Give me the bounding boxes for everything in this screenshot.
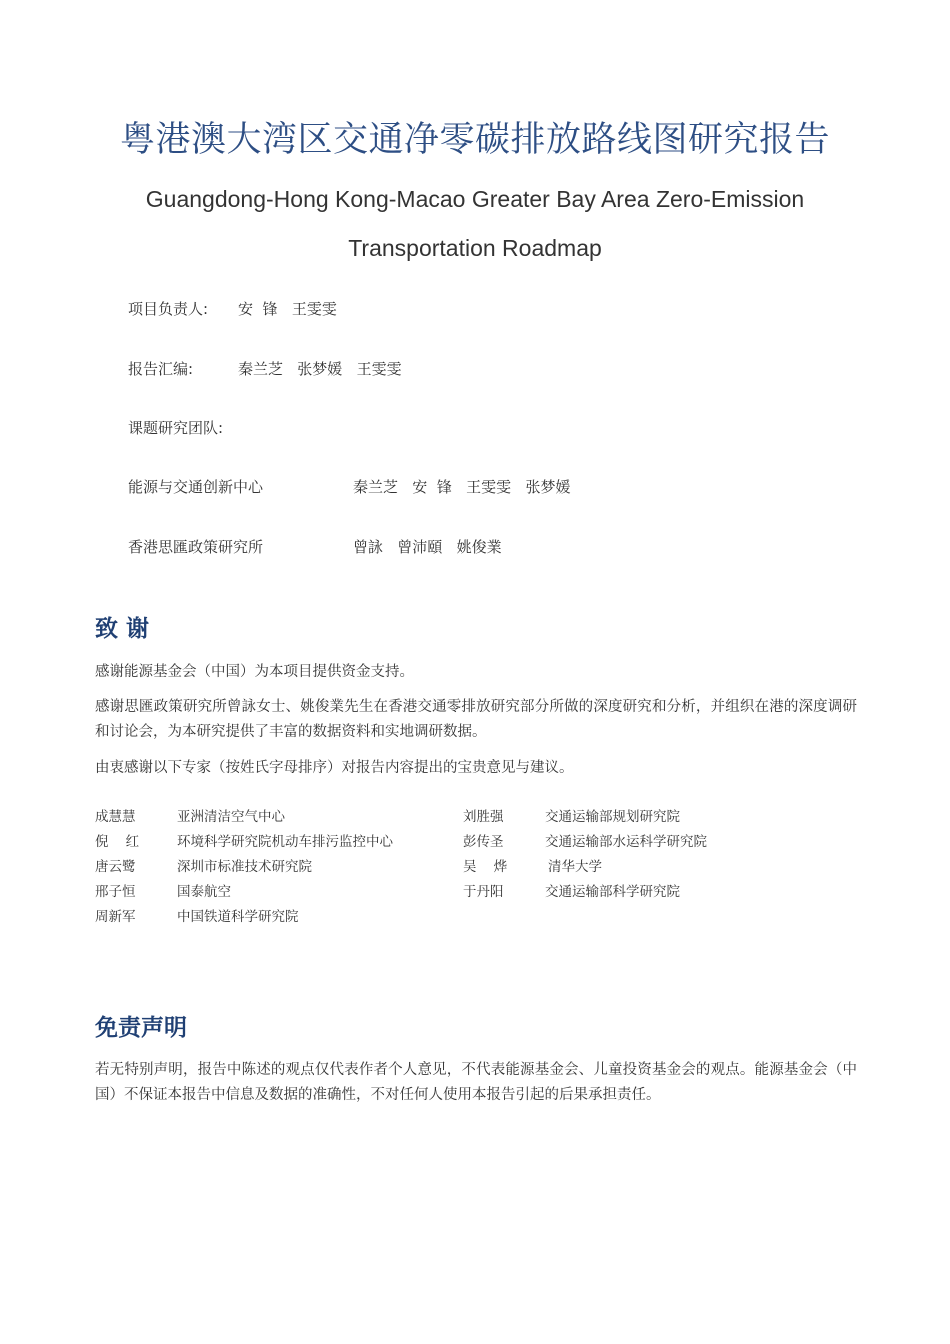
expert-name: 邢子恒 [95,884,136,900]
expert-name: 唐云鹭 [95,859,136,875]
team-org: 香港思匯政策研究所 [128,538,264,556]
acknowledgement-paragraph: 感谢思匯政策研究所曾詠女士、姚俊業先生在香港交通零排放研究部分所做的深度研究和分析，并组织在港的深度调研和讨论会，为本研究提供了丰富的数据资料和实地调研数据。 [95,699,857,740]
expert-name: 彭传圣 [463,834,504,850]
expert-org: 亚洲清洁空气中心 [177,809,285,825]
expert-name: 周新军 [95,909,136,925]
report-title-en-line1: Guangdong-Hong Kong-Macao Greater Bay Area Zero-Emission [145,186,805,212]
acknowledgement-paragraph: 由衷感谢以下专家（按姓氏字母排序）对报告内容提出的宝贵意见与建议。 [95,760,574,776]
expert-org: 交通运输部规划研究院 [545,809,680,825]
report-title-cn: 粤港澳大湾区交通净零碳排放路线图研究报告 [119,120,830,160]
disclaimer-heading: 免责声明 [95,1015,187,1041]
expert-org: 清华大学 [548,859,602,875]
expert-org: 交通运输部水运科学研究院 [545,834,707,850]
expert-org: 交通运输部科学研究院 [545,884,680,900]
research-team-label: 课题研究团队: [128,419,224,437]
team-org-members: 秦兰芝 安 锋 王雯雯 张梦媛 [353,478,571,496]
expert-name: 成慧慧 [95,809,136,825]
team-org: 能源与交通创新中心 [128,478,264,496]
disclaimer-text: 若无特别声明，报告中陈述的观点仅代表作者个人意见，不代表能源基金会、儿童投资基金会的观点。能源基金会（中国）不保证本报告中信息及数据的准确性，不对任何人使用本报告引起的后果承担责任。 [95,1062,857,1103]
project-lead-names: 安 锋 王雯雯 [238,300,337,318]
expert-name: 于丹阳 [463,884,504,900]
report-title-en-line2: Transportation Roadmap [348,235,602,261]
expert-name: 刘胜强 [463,809,504,825]
expert-org: 中国铁道科学研究院 [177,909,299,925]
acknowledgement-heading: 致 谢 [95,616,150,642]
team-org-members: 曾詠 曾沛頤 姚俊業 [353,538,502,556]
expert-name: 吴 烨 [463,859,508,875]
acknowledgement-paragraph: 感谢能源基金会（中国）为本项目提供资金支持。 [95,664,414,680]
expert-org: 环境科学研究院机动车排污监控中心 [177,834,393,850]
expert-org: 国泰航空 [177,884,231,900]
report-editor-label: 报告汇编: [128,360,194,378]
report-editor-names: 秦兰芝 张梦媛 王雯雯 [238,360,402,378]
expert-name: 倪 红 [95,834,140,850]
project-lead-label: 项目负责人: [128,300,209,318]
expert-org: 深圳市标准技术研究院 [177,859,312,875]
